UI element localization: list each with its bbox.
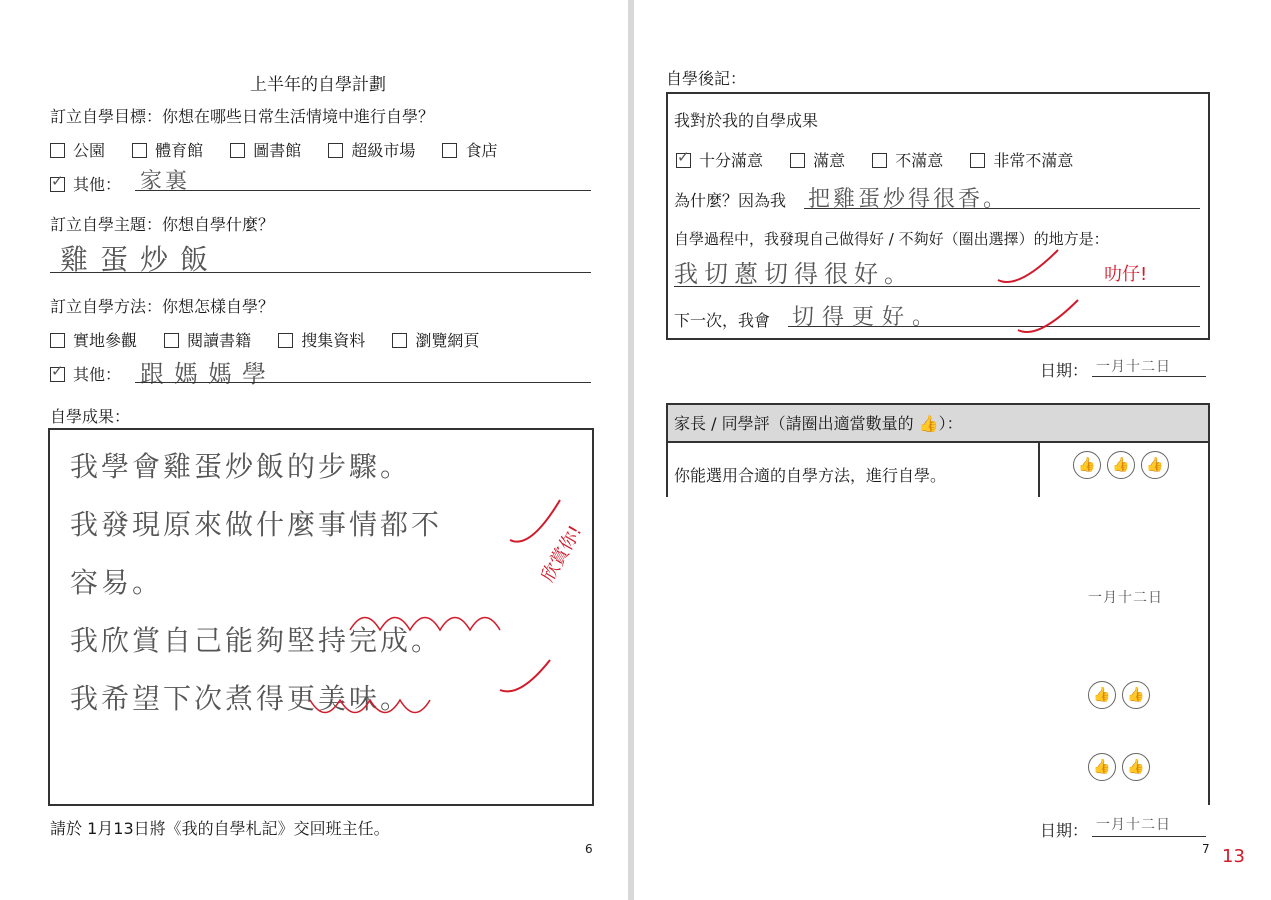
option-label: 超級市場 [351, 141, 416, 160]
option-label: 十分滿意 [699, 151, 764, 170]
date-value: 一月十二日 [1096, 359, 1171, 375]
goal-other-row [50, 172, 121, 195]
checkbox-research[interactable] [278, 333, 293, 348]
teacher-marks [668, 94, 1208, 338]
process-label: 自學過程中，我發現自己做得好 / 不夠好（圈出選擇）的地方是： [674, 230, 1109, 248]
why-label: 為什麼？因為我 [674, 191, 787, 210]
date-value: 一月十二日 [1088, 590, 1163, 606]
column-divider [1038, 443, 1040, 503]
thumb-rating[interactable] [1088, 753, 1156, 781]
question-goal: 訂立自學目標：你想在哪些日常生活情境中進行自學？ [50, 107, 435, 126]
option-label: 食店 [465, 141, 498, 160]
question-method: 訂立自學方法：你想怎樣自學？ [50, 297, 275, 316]
goal-other-answer: 家裏 [140, 169, 191, 194]
peer-criterion-1: 你能選用合適的自學方法，進行自學。 [674, 466, 947, 485]
checkbox-restaurant[interactable] [442, 143, 457, 158]
checkbox-supermarket[interactable] [328, 143, 343, 158]
option-label: 不滿意 [895, 151, 944, 170]
method-options [50, 328, 501, 351]
thumb-icon[interactable]: 👍 [1073, 451, 1101, 479]
redacted-area [634, 497, 1082, 807]
results-line: 容易。 [70, 566, 164, 599]
satisfaction-question: 我對於我的自學成果 [674, 111, 819, 130]
option-label: 圖書館 [253, 141, 302, 160]
other-label: 其他： [73, 175, 122, 194]
method-other-answer: 跟媽媽學 [140, 360, 276, 388]
checkbox-visit[interactable] [50, 333, 65, 348]
left-page [0, 0, 628, 900]
option-label: 閱讀書籍 [187, 331, 252, 350]
checkbox-stadium[interactable] [132, 143, 147, 158]
answer-line [135, 382, 591, 383]
checkbox-browse[interactable] [392, 333, 407, 348]
goal-options [50, 138, 519, 161]
thumb-icon[interactable]: 👍 [1107, 451, 1135, 479]
option-label: 非常不滿意 [993, 151, 1074, 170]
teacher-comment: 欣賞你! [537, 521, 587, 586]
results-line: 我欣賞自己能夠堅持完成。 [70, 624, 443, 657]
next-label: 下一次，我會 [674, 311, 771, 330]
results-label: 自學成果： [50, 407, 131, 426]
page-title: 上半年的自學計劃 [250, 75, 386, 95]
why-answer: 把雞蛋炒得很香。 [808, 187, 1009, 212]
option-label: 滿意 [813, 151, 846, 170]
footer-note: 請於 1月13日將《我的自學札記》交回班主任。 [50, 819, 390, 838]
results-line: 我發現原來做什麼事情都不 [70, 508, 443, 541]
reflection-box [666, 92, 1210, 340]
checkbox-other-goal[interactable] [50, 177, 65, 192]
results-box [48, 428, 594, 806]
results-line: 我希望下次煮得更美味。 [70, 682, 412, 715]
option-label: 瀏覽網頁 [415, 331, 480, 350]
checkbox-park[interactable] [50, 143, 65, 158]
option-label: 公園 [73, 141, 106, 160]
next-answer: 切得更好。 [792, 305, 943, 330]
page-number: 7 [1202, 842, 1210, 856]
page-number: 6 [585, 842, 593, 856]
topic-answer: 雞蛋炒飯 [60, 243, 221, 276]
option-label: 實地參觀 [73, 331, 138, 350]
peer-header: 家長 / 同學評（請圈出適當數量的 👍）： [668, 405, 1208, 443]
method-other-row [50, 362, 121, 385]
checkbox-other-method[interactable] [50, 367, 65, 382]
thumb-icon[interactable]: 👍 [1088, 753, 1116, 781]
checkbox-library[interactable] [230, 143, 245, 158]
reflection-label: 自學後記： [666, 69, 747, 88]
thumb-icon[interactable]: 👍 [1088, 681, 1116, 709]
option-label: 搜集資料 [301, 331, 366, 350]
results-line: 我學會雞蛋炒飯的步驟。 [70, 450, 412, 483]
checkbox-reading[interactable] [164, 333, 179, 348]
process-comment: 叻仔! [1104, 264, 1148, 285]
teacher-marks [50, 430, 592, 804]
corner-mark: 13 [1222, 846, 1245, 867]
other-label: 其他： [73, 365, 122, 384]
date-line [1092, 836, 1206, 837]
answer-line [50, 272, 591, 273]
thumb-icon[interactable]: 👍 [1122, 681, 1150, 709]
date-value: 一月十二日 [1096, 817, 1171, 833]
thumb-rating[interactable] [1073, 451, 1175, 479]
option-label: 體育館 [155, 141, 204, 160]
thumb-rating[interactable] [1088, 681, 1156, 709]
date-label: 日期： [1040, 821, 1089, 840]
process-answer: 我切蔥切得很好。 [674, 260, 914, 288]
question-topic: 訂立自學主題：你想自學什麼？ [50, 215, 275, 234]
thumb-icon[interactable]: 👍 [1122, 753, 1150, 781]
date-label: 日期： [1040, 361, 1089, 380]
answer-line [135, 190, 591, 191]
date-line [1092, 376, 1206, 377]
thumb-icon[interactable]: 👍 [1141, 451, 1169, 479]
